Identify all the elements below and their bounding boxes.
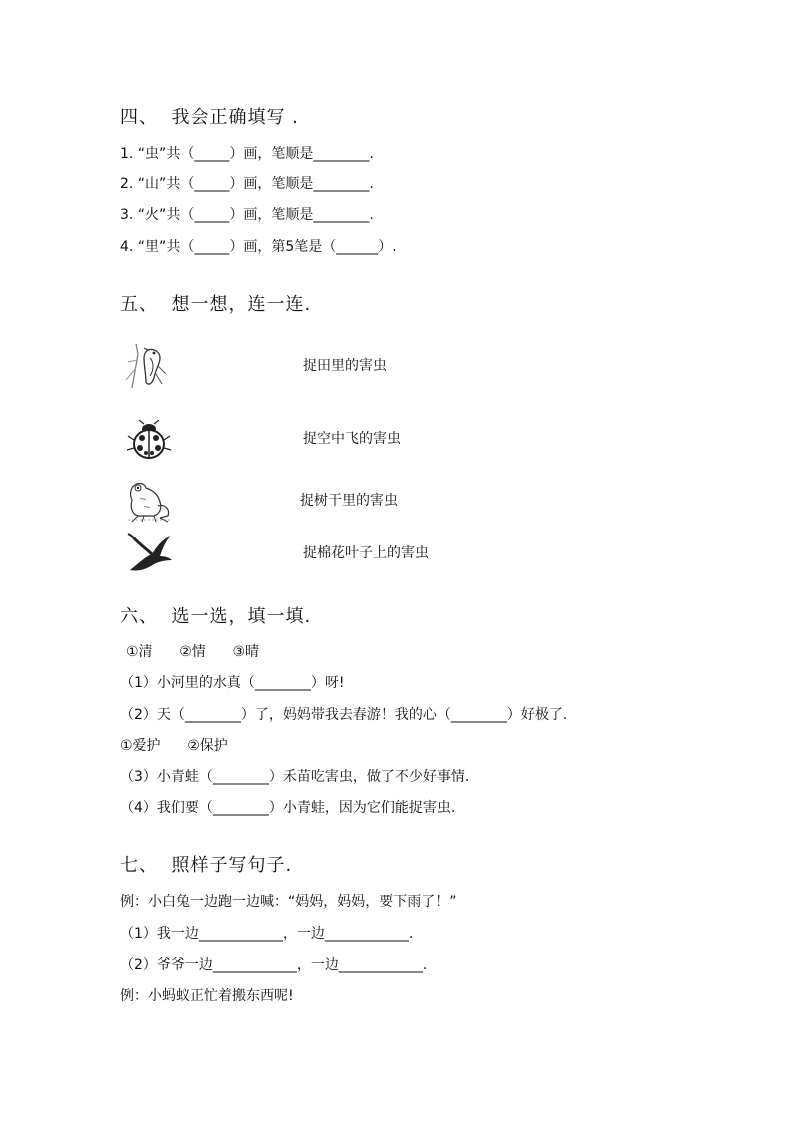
section7-example-1: 例：小白兔一边跑一边喊：“妈妈，妈妈，要下雨了！” (120, 894, 457, 910)
section7-question-2: （2）爷爷一边____________，一边____________. (120, 957, 428, 973)
match-target-2: 捉空中飞的害虫 (303, 431, 401, 447)
woodpecker-icon (124, 344, 174, 388)
section4-item-1: 1. “虫”共（_____）画，笔顺是________. (120, 146, 374, 162)
section6-question-3: （3）小青蛙（________）禾苗吃害虫，做了不少好事情. (120, 769, 470, 785)
section5-title: 五、 想一想，连一连. (120, 294, 312, 315)
section6-title: 六、 选一选，填一填. (120, 606, 312, 627)
section6-options-2: ①爱护 ②保护 (120, 738, 228, 754)
section7-title: 七、 照样子写句子. (120, 855, 293, 876)
section6-question-4: （4）我们要（________）小青蛙，因为它们能捉害虫. (120, 800, 456, 816)
section4-title: 四、 我会正确填写 . (120, 107, 299, 128)
frog-icon (124, 480, 174, 524)
swallow-icon (124, 532, 174, 576)
section7-example-2: 例：小蚂蚁正忙着搬东西呢! (120, 988, 294, 1004)
match-target-3: 捉树干里的害虫 (300, 493, 398, 509)
ladybug-icon (124, 420, 174, 464)
section6-options-1: ①清 ②情 ③晴 (126, 644, 260, 660)
section6-question-1: （1）小河里的水真（________）呀! (120, 675, 345, 691)
section4-item-2: 2. “山”共（_____）画，笔顺是________. (120, 176, 374, 192)
section4-item-4: 4. “里”共（_____）画，第5笔是（______）. (120, 239, 397, 255)
section6-question-2: （2）天（________）了，妈妈带我去春游！我的心（________）好极了. (120, 707, 568, 723)
section4-item-3: 3. “火”共（_____）画，笔顺是________. (120, 207, 374, 223)
match-target-1: 捉田里的害虫 (303, 358, 387, 374)
match-target-4: 捉棉花叶子上的害虫 (303, 545, 429, 561)
section7-question-1: （1）我一边____________，一边____________. (120, 926, 414, 942)
